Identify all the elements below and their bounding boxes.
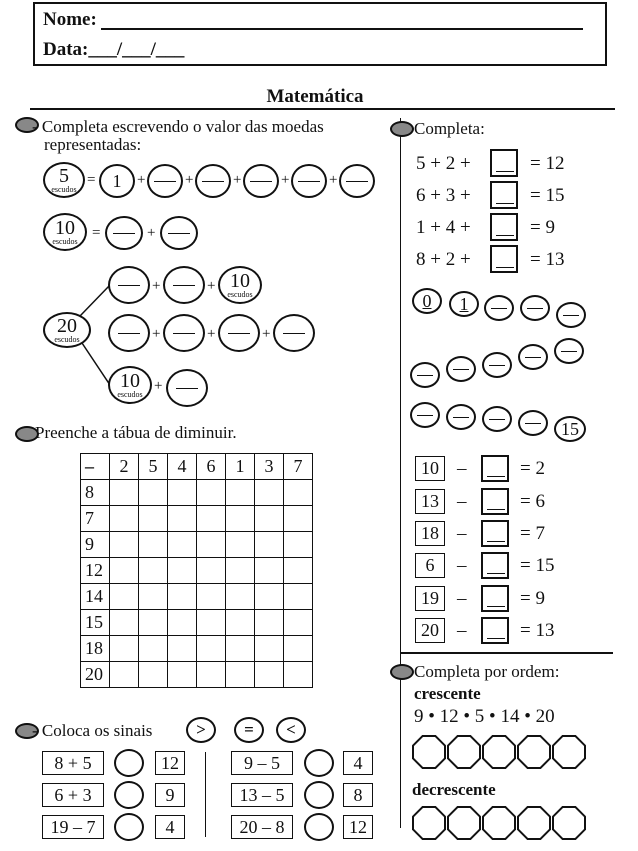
blank-line: [417, 375, 433, 376]
equals-sign: =: [92, 225, 101, 241]
sums-instruction: Completa:: [414, 119, 485, 138]
plus-sign: +: [262, 326, 271, 342]
sequence-circle: [412, 288, 442, 314]
blank-line: [525, 357, 541, 358]
row-header: 7: [81, 506, 110, 532]
coin-answer[interactable]: [218, 314, 260, 352]
table-cell[interactable]: [139, 636, 168, 662]
sign-answer[interactable]: [304, 813, 334, 841]
coin-value: 10: [230, 269, 250, 292]
sequence-circle[interactable]: [484, 295, 514, 321]
blank-line: [173, 285, 195, 286]
descending-label: decrescente: [412, 780, 496, 799]
value-box: 4: [343, 751, 373, 775]
sum-left: 8 + 2 +: [416, 249, 471, 270]
table-cell[interactable]: [255, 480, 284, 506]
table-cell[interactable]: [168, 506, 197, 532]
plus-sign: +: [152, 326, 161, 342]
sequence-circle[interactable]: [446, 356, 476, 382]
table-cell[interactable]: [139, 610, 168, 636]
column-header: 4: [168, 454, 197, 480]
subtraction-result: = 6: [520, 491, 545, 512]
blank-line: [487, 606, 505, 607]
coin-answer[interactable]: [163, 266, 205, 304]
answer-box[interactable]: [490, 245, 518, 273]
table-cell[interactable]: [168, 558, 197, 584]
equals-sign: =: [87, 172, 96, 188]
table-cell[interactable]: [110, 584, 139, 610]
expression-box: 6 + 3: [42, 783, 104, 807]
table-cell[interactable]: [226, 610, 255, 636]
table-cell[interactable]: [197, 636, 226, 662]
row-header: 15: [81, 610, 110, 636]
row-header: 14: [81, 584, 110, 610]
coin-20: [43, 312, 91, 348]
signs-divider: [205, 752, 206, 837]
table-cell[interactable]: [197, 532, 226, 558]
table-cell[interactable]: [284, 584, 313, 610]
coin-unit: escudos: [227, 289, 253, 299]
table-cell[interactable]: [255, 662, 284, 688]
sign-answer[interactable]: [114, 781, 144, 809]
table-cell[interactable]: [139, 506, 168, 532]
sequence-circle[interactable]: [518, 410, 548, 436]
minus-sign: –: [457, 620, 467, 641]
plus-sign: +: [185, 172, 194, 188]
table-cell[interactable]: [255, 532, 284, 558]
blank-line: [176, 388, 198, 389]
answer-box[interactable]: [481, 552, 509, 579]
row-header: 12: [81, 558, 110, 584]
table-cell[interactable]: [168, 480, 197, 506]
sum-right: = 9: [530, 217, 555, 238]
table-cell[interactable]: [284, 480, 313, 506]
sum-right: = 12: [530, 153, 565, 174]
coin-value: 5: [59, 164, 69, 187]
sequence-circle[interactable]: [482, 352, 512, 378]
number-box: 19: [415, 586, 445, 611]
blank-line: [118, 285, 140, 286]
coin-answer[interactable]: [166, 369, 208, 407]
section-rule: [401, 652, 613, 654]
subtraction-result: = 2: [520, 458, 545, 479]
sequence-circle[interactable]: [556, 302, 586, 328]
blank-line: [453, 417, 469, 418]
blank-line: [453, 369, 469, 370]
column-header: 6: [197, 454, 226, 480]
order-numbers: 9 • 12 • 5 • 14 • 20: [414, 706, 555, 727]
blank-line: [487, 638, 505, 639]
sequence-value: 15: [561, 418, 579, 439]
coin-unit: escudos: [51, 184, 77, 194]
table-cell[interactable]: [110, 558, 139, 584]
name-label: Nome:: [43, 9, 97, 30]
table-cell[interactable]: [197, 662, 226, 688]
subtraction-result: = 7: [520, 523, 545, 544]
sum-left: 1 + 4 +: [416, 217, 471, 238]
minus-sign: –: [457, 555, 467, 576]
greater-than-button[interactable]: >: [186, 717, 216, 743]
table-cell[interactable]: [139, 558, 168, 584]
number-box: 18: [415, 521, 445, 546]
number-box: 20: [415, 618, 445, 643]
value-box: 12: [343, 815, 373, 839]
sequence-circle[interactable]: [410, 362, 440, 388]
expression-box: 20 – 8: [231, 815, 293, 839]
table-cell[interactable]: [168, 636, 197, 662]
sign-answer[interactable]: [304, 781, 334, 809]
coins-instruction: - Completa escrevendo o valor das moedas: [32, 117, 324, 136]
sum-left: 5 + 2 +: [416, 153, 471, 174]
number-box: 10: [415, 456, 445, 481]
answer-box[interactable]: [490, 149, 518, 177]
coin-unit: escudos: [117, 389, 143, 399]
plus-sign: +: [329, 172, 338, 188]
coin-value: 10: [120, 369, 140, 392]
signs-instruction: - Coloca os sinais: [32, 721, 153, 740]
table-cell[interactable]: [110, 506, 139, 532]
table-cell[interactable]: [110, 636, 139, 662]
table-cell[interactable]: [139, 584, 168, 610]
coin-answer[interactable]: [108, 266, 150, 304]
coin-answer[interactable]: [273, 314, 315, 352]
answer-box[interactable]: [490, 213, 518, 241]
table-cell[interactable]: [284, 662, 313, 688]
table-cell[interactable]: [168, 610, 197, 636]
column-header: 5: [139, 454, 168, 480]
plus-sign: +: [147, 225, 156, 241]
sequence-circle: [554, 416, 586, 442]
coin-unit: escudos: [54, 334, 80, 344]
row-header: 18: [81, 636, 110, 662]
number-box: 6: [415, 553, 445, 578]
table-cell[interactable]: [284, 558, 313, 584]
blank-line: [496, 235, 514, 236]
table-cell[interactable]: [255, 506, 284, 532]
value-box: 9: [155, 783, 185, 807]
blank-line: [487, 541, 505, 542]
blank-line: [525, 423, 541, 424]
answer-box[interactable]: [481, 617, 509, 644]
table-cell[interactable]: [226, 636, 255, 662]
subtraction-result: = 13: [520, 620, 555, 641]
less-than-button[interactable]: <: [276, 717, 306, 743]
table-cell[interactable]: [139, 480, 168, 506]
table-cell[interactable]: [255, 610, 284, 636]
table-cell[interactable]: [197, 506, 226, 532]
table-cell[interactable]: [226, 662, 255, 688]
table-cell[interactable]: [168, 662, 197, 688]
coin-value: 20: [57, 314, 77, 337]
table-cell[interactable]: [139, 532, 168, 558]
table-cell[interactable]: [284, 506, 313, 532]
table-cell[interactable]: [168, 532, 197, 558]
sum-left: 6 + 3 +: [416, 185, 471, 206]
equals-button[interactable]: =: [234, 717, 264, 743]
expression-box: 13 – 5: [231, 783, 293, 807]
value-box: 8: [343, 783, 373, 807]
plus-sign: +: [154, 378, 163, 394]
blank-line: [496, 267, 514, 268]
minus-sign: –: [457, 523, 467, 544]
bullet-icon: [390, 121, 414, 137]
sequence-value: 0: [422, 290, 432, 311]
plus-sign: +: [207, 326, 216, 342]
sequence-circle[interactable]: [520, 295, 550, 321]
table-cell[interactable]: [226, 506, 255, 532]
table-cell[interactable]: [168, 584, 197, 610]
table-cell[interactable]: [139, 662, 168, 688]
subtraction-result: = 9: [520, 588, 545, 609]
plus-sign: +: [281, 172, 290, 188]
table-cell[interactable]: [226, 584, 255, 610]
blank-line: [487, 509, 505, 510]
blank-line: [489, 365, 505, 366]
column-header: 1: [226, 454, 255, 480]
sequence-circle[interactable]: [518, 344, 548, 370]
subtraction-result: = 15: [520, 555, 555, 576]
coin-answer[interactable]: [108, 314, 150, 352]
table-cell[interactable]: [197, 558, 226, 584]
sign-answer[interactable]: [304, 749, 334, 777]
blank-line: [561, 351, 577, 352]
coin-10: [218, 266, 262, 304]
sign-answer[interactable]: [114, 749, 144, 777]
blank-line: [489, 419, 505, 420]
value-box: 12: [155, 751, 185, 775]
table-cell[interactable]: [284, 610, 313, 636]
page-title: Matemática: [266, 86, 364, 107]
row-header: 8: [81, 480, 110, 506]
blank-line: [228, 333, 250, 334]
blank-line: [527, 308, 543, 309]
table-cell[interactable]: [255, 584, 284, 610]
order-instruction: Completa por ordem:: [414, 662, 560, 681]
table-cell[interactable]: [226, 532, 255, 558]
table-cell[interactable]: [226, 558, 255, 584]
table-cell[interactable]: [197, 480, 226, 506]
minus-sign: –: [457, 491, 467, 512]
expression-box: 9 – 5: [231, 751, 293, 775]
blank-line: [487, 476, 505, 477]
table-cell[interactable]: [255, 558, 284, 584]
coins-instruction-2: representadas:: [44, 135, 142, 154]
table-cell[interactable]: [226, 480, 255, 506]
row-header: 20: [81, 662, 110, 688]
table-cell[interactable]: [110, 610, 139, 636]
sign-answer[interactable]: [114, 813, 144, 841]
table-cell[interactable]: [110, 532, 139, 558]
expression-box: 8 + 5: [42, 751, 104, 775]
sequence-circle[interactable]: [482, 406, 512, 432]
table-cell[interactable]: [197, 584, 226, 610]
table-cell[interactable]: [284, 532, 313, 558]
table-cell[interactable]: [110, 662, 139, 688]
bullet-icon: [390, 664, 414, 680]
minus-sign: –: [457, 458, 467, 479]
sum-right: = 15: [530, 185, 565, 206]
table-cell[interactable]: [197, 610, 226, 636]
ascending-label: crescente: [414, 684, 481, 703]
table-cell[interactable]: [110, 480, 139, 506]
table-instruction: Preenche a tábua de diminuir.: [35, 423, 237, 442]
number-box: 13: [415, 489, 445, 514]
blank-line: [417, 415, 433, 416]
column-header: 7: [284, 454, 313, 480]
plus-sign: +: [137, 172, 146, 188]
minus-sign: –: [457, 588, 467, 609]
date-label: Data:___/___/___: [43, 39, 185, 60]
answer-box[interactable]: [481, 585, 509, 612]
sequence-circle[interactable]: [554, 338, 584, 364]
subtraction-table: [80, 453, 313, 688]
sequence-circle[interactable]: [410, 402, 440, 428]
answer-box[interactable]: [481, 455, 509, 482]
blank-line: [173, 333, 195, 334]
plus-sign: +: [152, 278, 161, 294]
answer-box[interactable]: [481, 520, 509, 547]
coin-10: [108, 366, 152, 404]
sequence-circle: [449, 291, 479, 317]
table-cell[interactable]: [255, 636, 284, 662]
expression-box: 19 – 7: [42, 815, 104, 839]
blank-line: [118, 333, 140, 334]
blank-line: [496, 171, 514, 172]
column-header: 3: [255, 454, 284, 480]
answer-box[interactable]: [490, 181, 518, 209]
column-header: 2: [110, 454, 139, 480]
value-box: 4: [155, 815, 185, 839]
coin-answer[interactable]: [163, 314, 205, 352]
sum-right: = 13: [530, 249, 565, 270]
plus-sign: +: [233, 172, 242, 188]
coin-unit: escudos: [52, 236, 78, 246]
table-cell[interactable]: [284, 636, 313, 662]
coin-value: 1: [112, 171, 122, 191]
coin-value: 10: [55, 216, 75, 239]
blank-line: [491, 308, 507, 309]
plus-sign: +: [207, 278, 216, 294]
table-corner: –: [81, 454, 110, 480]
sequence-value: 1: [459, 293, 469, 314]
answer-box[interactable]: [481, 488, 509, 515]
row-header: 9: [81, 532, 110, 558]
blank-line: [496, 203, 514, 204]
blank-line: [563, 315, 579, 316]
blank-line: [283, 333, 305, 334]
sequence-circle[interactable]: [446, 404, 476, 430]
blank-line: [487, 573, 505, 574]
